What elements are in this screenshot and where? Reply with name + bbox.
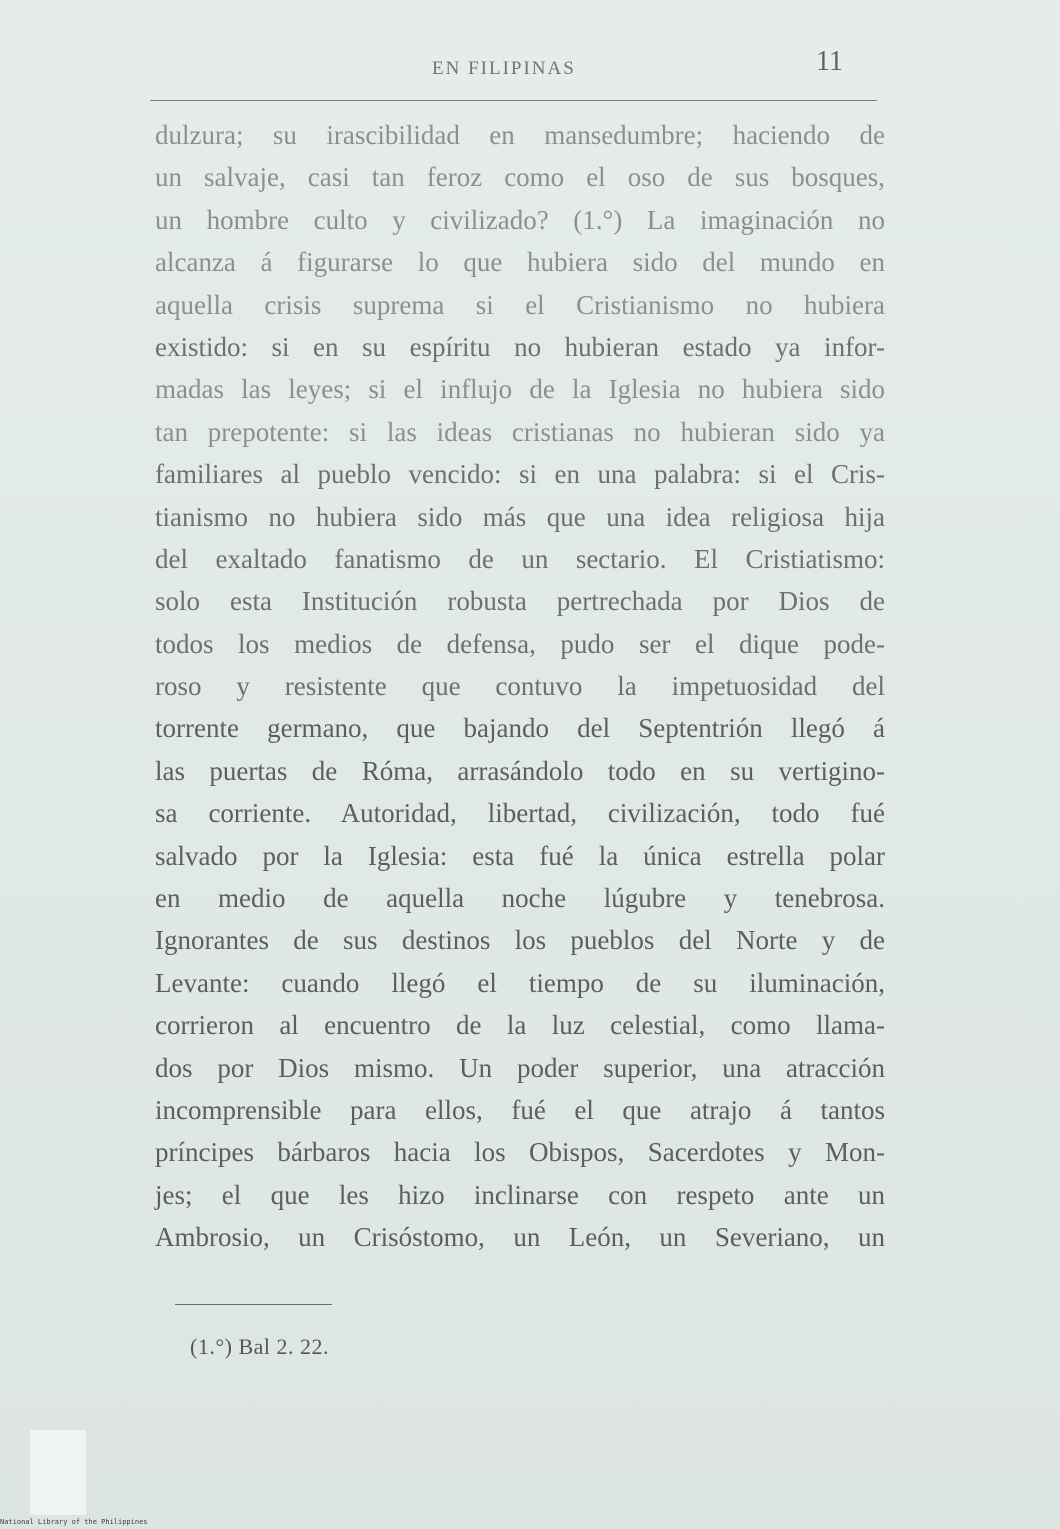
text-line: tianismo no hubiera sido más que una idea religiosa hija [155, 501, 885, 532]
text-line: en medio de aquella noche lúgubre y tenebrosa. [155, 883, 885, 914]
text-line: jes; el que les hizo inclinarse con respeto ante un [155, 1179, 885, 1210]
text-line: corrieron al encuentro de la luz celestial, como llama- [155, 1010, 885, 1041]
text-line: familiares al pueblo vencido: si en una palabra: si el Cris- [155, 459, 885, 490]
text-line: todos los medios de defensa, pudo ser el dique pode- [155, 628, 885, 659]
running-head: EN FILIPINAS [432, 58, 576, 79]
text-line: dulzura; su irascibilidad en mansedumbre; haciendo de [155, 120, 885, 150]
page-number: 11 [816, 46, 843, 77]
text-line: aquella crisis suprema si el Cristianismo no hubiera [155, 289, 885, 320]
header-rule [150, 100, 877, 101]
text-line: un hombre culto y civilizado? (1.°) La imaginación no [155, 204, 885, 235]
text-line: incomprensible para ellos, fué el que atrajo á tantos [155, 1094, 885, 1125]
text-line: las puertas de Róma, arrasándolo todo en su vertigino- [155, 755, 885, 786]
text-line: Ambrosio, un Crisóstomo, un León, un Severiano, un [155, 1222, 885, 1253]
text-line: roso y resistente que contuvo la impetuosidad del [155, 671, 885, 702]
text-line: Levante: cuando llegó el tiempo de su iluminación, [155, 967, 885, 998]
text-line: solo esta Institución robusta pertrechada por Dios de [155, 586, 885, 617]
text-line: alcanza á figurarse lo que hubiera sido del mundo en [155, 247, 885, 278]
text-line: un salvaje, casi tan feroz como el oso de sus bosques, [155, 162, 885, 193]
text-line: del exaltado fanatismo de un sectario. El Cristiatismo: [155, 543, 885, 574]
text-line: dos por Dios mismo. Un poder superior, una atracción [155, 1052, 885, 1083]
text-line: Ignorantes de sus destinos los pueblos del Norte y de [155, 925, 885, 956]
library-stamp [30, 1430, 86, 1515]
text-line: torrente germano, que bajando del Septentrión llegó á [155, 713, 885, 744]
text-line: sa corriente. Autoridad, libertad, civilización, todo fué [155, 798, 885, 829]
text-line: existido: si en su espíritu no hubieran estado ya infor- [155, 331, 885, 362]
text-line: príncipes bárbaros hacia los Obispos, Sacerdotes y Mon- [155, 1137, 885, 1168]
text-line: madas las leyes; si el influjo de la Iglesia no hubiera sido [155, 374, 885, 405]
footnote: (1.°) Bal 2. 22. [190, 1334, 330, 1359]
credit-line: National Library of the Philippines [0, 1518, 148, 1526]
footnote-rule [175, 1304, 332, 1305]
body-text [155, 114, 885, 1259]
text-line: tan prepotente: si las ideas cristianas no hubieran sido ya [155, 416, 885, 447]
text-line: salvado por la Iglesia: esta fué la única estrella polar [155, 840, 885, 871]
